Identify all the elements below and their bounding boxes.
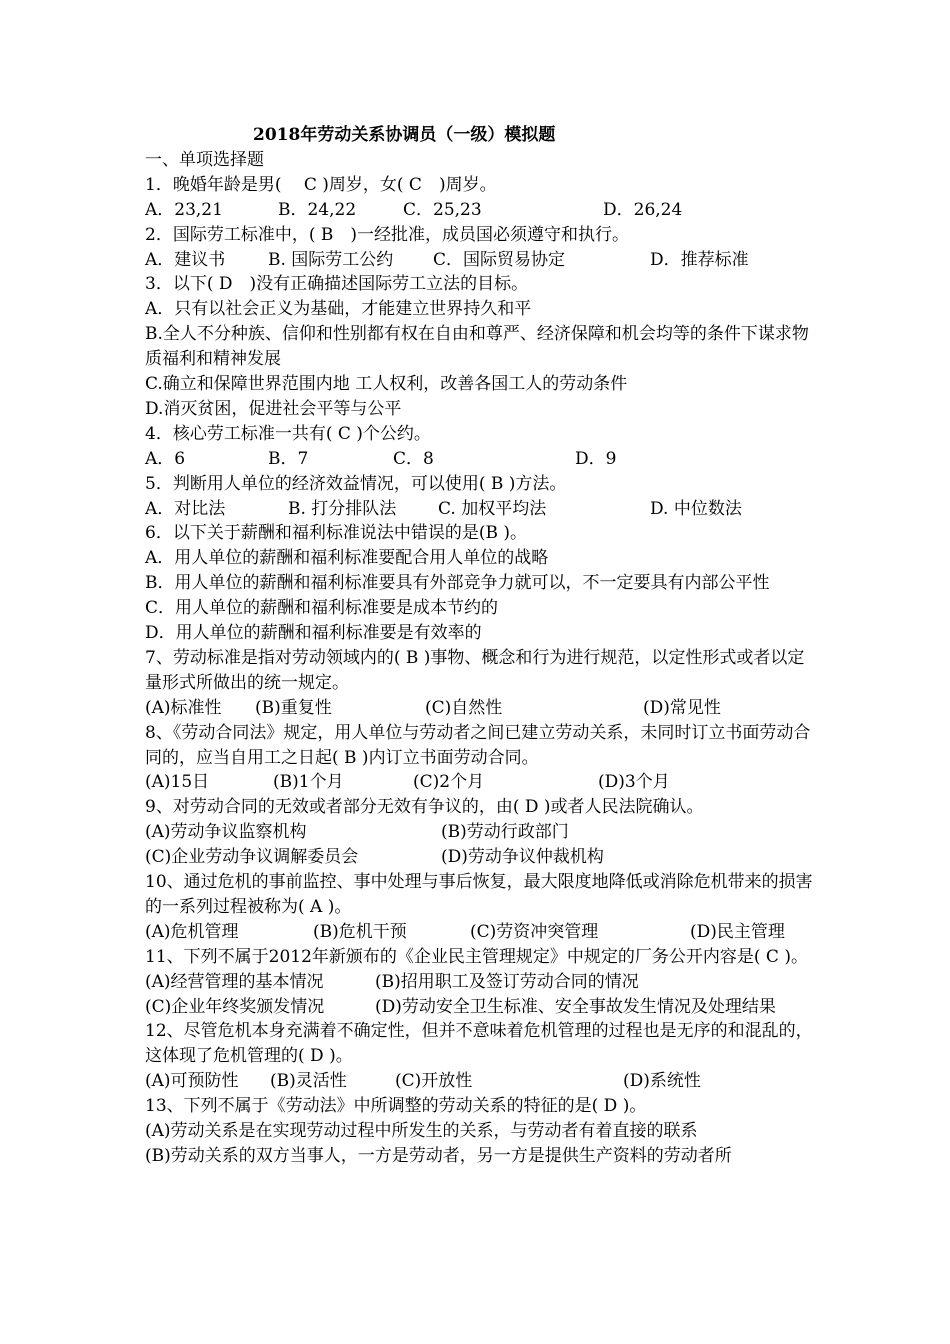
question-text: 2．国际劳工标准中，( B )一经批准，成员国必须遵守和执行。	[145, 224, 629, 245]
answer-option: C．国际贸易协定	[433, 249, 566, 270]
answer-option: (C)自然性	[425, 697, 503, 718]
option-row	[145, 820, 813, 845]
answer-option: B.全人不分种族、信仰和性别都有权在自由和尊严、经济保障和机会均等的条件下谋求物质福利和精神发展	[145, 324, 809, 370]
question-item	[145, 646, 813, 721]
answer-option: (D)劳动争议仲裁机构	[441, 847, 604, 868]
answer-option: (C)2个月	[413, 772, 485, 793]
question-text: 8、《劳动合同法》规定，用人单位与劳动者之间已建立劳动关系，未同时订立书面劳动合同的，应当自用工之日起( B )内订立书面劳动合同。	[145, 722, 811, 768]
question-list	[145, 173, 813, 1169]
question-item	[145, 422, 813, 472]
answer-option: A．23,21	[145, 199, 223, 220]
question-item	[145, 1094, 813, 1169]
answer-option: (D)民主管理	[690, 921, 785, 942]
answer-option: D．9	[575, 448, 617, 469]
question-text: 4．核心劳工标准一共有( C )个公约。	[145, 423, 431, 444]
answer-option: (B)1个月	[273, 772, 344, 793]
answer-option: C. 加权平均法	[438, 498, 547, 519]
answer-option: B．7	[268, 448, 309, 469]
answer-option: (A)标准性	[145, 697, 222, 718]
answer-option: (A)危机管理	[145, 921, 239, 942]
answer-option: D．推荐标准	[650, 249, 749, 270]
document-title: 2018年劳动关系协调员（一级）模拟题	[253, 125, 556, 145]
question-item	[145, 521, 813, 646]
answer-option: C．8	[393, 448, 434, 469]
answer-option: B. 国际劳工公约	[268, 249, 394, 270]
document-page	[145, 123, 813, 1169]
section-heading: 一、单项选择题	[145, 149, 264, 170]
answer-option: (B)劳动行政部门	[441, 822, 569, 843]
question-text: 7、劳动标准是指对劳动领域内的( B )事物、概念和行为进行规范，以定性形式或者以定量形式所做出的统一规定。	[145, 647, 805, 693]
answer-option: (A)劳动关系是在实现劳动过程中所发生的关系，与劳动者有着直接的联系	[145, 1121, 698, 1142]
question-item	[145, 223, 813, 273]
question-item	[145, 870, 813, 945]
answer-option: (C)企业年终奖颁发情况	[145, 996, 325, 1017]
question-text: 1．晚婚年龄是男( C )周岁，女( C )周岁。	[145, 174, 497, 195]
answer-option: B．用人单位的薪酬和福利标准要具有外部竞争力就可以，不一定要具有内部公平性	[145, 573, 770, 594]
option-row	[145, 770, 813, 795]
answer-option: (A)经营管理的基本情况	[145, 971, 324, 992]
answer-option: A．用人单位的薪酬和福利标准要配合用人单位的战略	[145, 548, 549, 569]
answer-option: (B)危机干预	[313, 921, 407, 942]
option-row	[145, 1069, 813, 1094]
question-text: 6．以下关于薪酬和福利标准说法中错误的是(B )。	[145, 523, 527, 544]
question-item	[145, 173, 813, 223]
question-text: 9、对劳动合同的无效或者部分无效有争议的，由( D )或者人民法院确认。	[145, 797, 704, 818]
answer-option: D.消灭贫困，促进社会平等与公平	[145, 398, 402, 419]
option-row	[145, 447, 813, 472]
answer-option: (C)劳资冲突管理	[470, 921, 599, 942]
answer-option: (B)招用职工及签订劳动合同的情况	[375, 971, 639, 992]
question-item	[145, 721, 813, 796]
answer-option: (D)系统性	[623, 1071, 701, 1092]
answer-option: A．建议书	[145, 249, 226, 270]
question-item	[145, 472, 813, 522]
answer-option: A．对比法	[145, 498, 226, 519]
option-row	[145, 995, 813, 1020]
question-item	[145, 272, 813, 421]
question-text: 11、下列不属于2012年新颁布的《企业民主管理规定》中规定的厂务公开内容是( C )。	[145, 946, 808, 967]
option-row	[145, 970, 813, 995]
answer-option: (D)常见性	[643, 697, 721, 718]
option-row	[145, 198, 813, 223]
answer-option: (B)劳动关系的双方当事人，一方是劳动者，另一方是提供生产资料的劳动者所	[145, 1145, 732, 1166]
question-text: 3．以下( D )没有正确描述国际劳工立法的目标。	[145, 274, 529, 295]
answer-option: (A)劳动争议监察机构	[145, 822, 307, 843]
question-text: 13、下列不属于《劳动法》中所调整的劳动关系的特征的是( D )。	[145, 1096, 647, 1117]
option-row	[145, 497, 813, 522]
answer-option: B．24,22	[278, 199, 357, 220]
answer-option: (A)可预防性	[145, 1071, 239, 1092]
question-text: 12、尽管危机本身充满着不确定性，但并不意味着危机管理的过程也是无序的和混乱的，这体现了危机管理的( D )。	[145, 1021, 813, 1067]
answer-option: D．26,24	[603, 199, 683, 220]
question-text: 5．判断用人单位的经济效益情况，可以使用( B )方法。	[145, 473, 567, 494]
answer-option: C．25,23	[403, 199, 482, 220]
question-text: 10、通过危机的事前监控、事中处理与事后恢复，最大限度地降低或消除危机带来的损害的一系列过程被称为( A )。	[145, 872, 813, 917]
answer-option: B. 打分排队法	[288, 498, 397, 519]
answer-option: (D)3个月	[598, 772, 670, 793]
answer-option: (D)劳动安全卫生标准、安全事故发生情况及处理结果	[375, 996, 776, 1017]
question-item	[145, 795, 813, 870]
answer-option: (C)开放性	[395, 1071, 473, 1092]
answer-option: C.确立和保障世界范围内地 工人权利，改善各国工人的劳动条件	[145, 374, 628, 395]
answer-option: (C)企业劳动争议调解委员会	[145, 847, 359, 868]
option-row	[145, 696, 813, 721]
answer-option: D．用人单位的薪酬和福利标准要是有效率的	[145, 623, 482, 644]
answer-option: (B)灵活性	[270, 1071, 347, 1092]
answer-option: A．只有以社会正义为基础，才能建立世界持久和平	[145, 299, 532, 320]
option-row	[145, 845, 813, 870]
option-row	[145, 920, 813, 945]
answer-option: A．6	[145, 448, 186, 469]
answer-option: (B)重复性	[255, 697, 332, 718]
answer-option: D. 中位数法	[650, 498, 742, 519]
question-item	[145, 945, 813, 1020]
option-row	[145, 248, 813, 273]
question-item	[145, 1019, 813, 1094]
answer-option: C．用人单位的薪酬和福利标准要是成本节约的	[145, 598, 499, 619]
answer-option: (A)15日	[145, 772, 210, 793]
